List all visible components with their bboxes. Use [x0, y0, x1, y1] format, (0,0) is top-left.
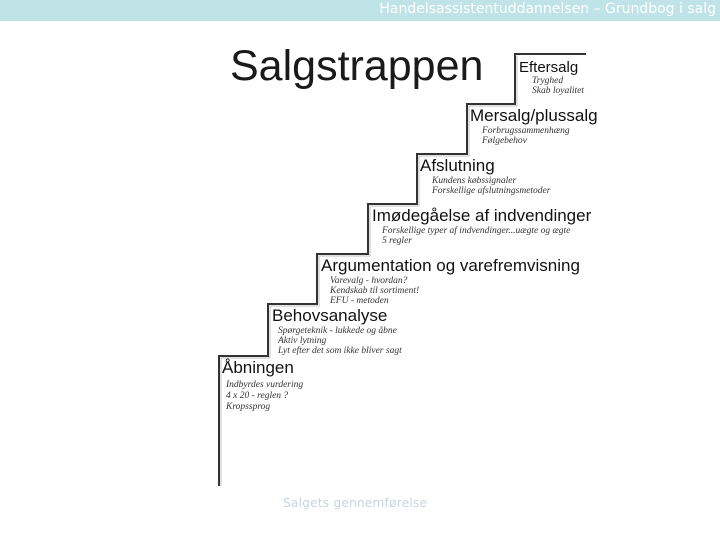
- step-title-imodegaelse: Imødegåelse af indvendinger: [372, 206, 592, 225]
- step-detail: EFU - metoden: [330, 296, 389, 306]
- step-detail: 4 x 20 - reglen ?: [226, 391, 289, 401]
- step-detail: Lyt efter det som ikke bliver sagt: [278, 346, 402, 356]
- step-detail: Aktiv lytning: [278, 336, 327, 346]
- step-detail: Tryghed: [532, 76, 564, 86]
- page-title: Salgstrappen: [230, 42, 484, 90]
- step-detail: Varevalg - hvordan?: [330, 276, 408, 286]
- step-title-behovsanalyse: Behovsanalyse: [272, 306, 388, 325]
- step-detail: Kropssprog: [226, 402, 271, 412]
- step-detail: Skab loyalitet: [532, 86, 584, 96]
- step-title-argumentation: Argumentation og varefremvisning: [321, 256, 580, 275]
- step-detail: Forbrugssammenhæng: [482, 126, 570, 136]
- step-detail: Forskellige afslutningsmetoder: [432, 186, 551, 196]
- step-detail: 5 regler: [382, 236, 412, 246]
- footer-caption: Salgets gennemførelse: [283, 496, 428, 510]
- step-detail: Kundens købssignaler: [432, 176, 517, 186]
- step-title-eftersalg: Eftersalg: [519, 59, 579, 76]
- step-detail: Indbyrdes vurdering: [226, 380, 304, 390]
- step-detail: Kendskab til sortiment!: [330, 286, 420, 296]
- step-detail: Følgebehov: [482, 136, 527, 146]
- step-detail: Spørgeteknik - lukkede og åbne: [278, 326, 397, 336]
- step-detail: Forskellige typer af indvendinger...uægte og ægte: [382, 226, 571, 236]
- header-text: Handelsassistentuddannelsen – Grundbog i salg: [379, 1, 716, 17]
- step-title-mersalg: Mersalg/plussalg: [470, 106, 598, 125]
- step-title-abningen: Åbningen: [222, 358, 294, 377]
- step-title-afslutning: Afslutning: [420, 156, 495, 175]
